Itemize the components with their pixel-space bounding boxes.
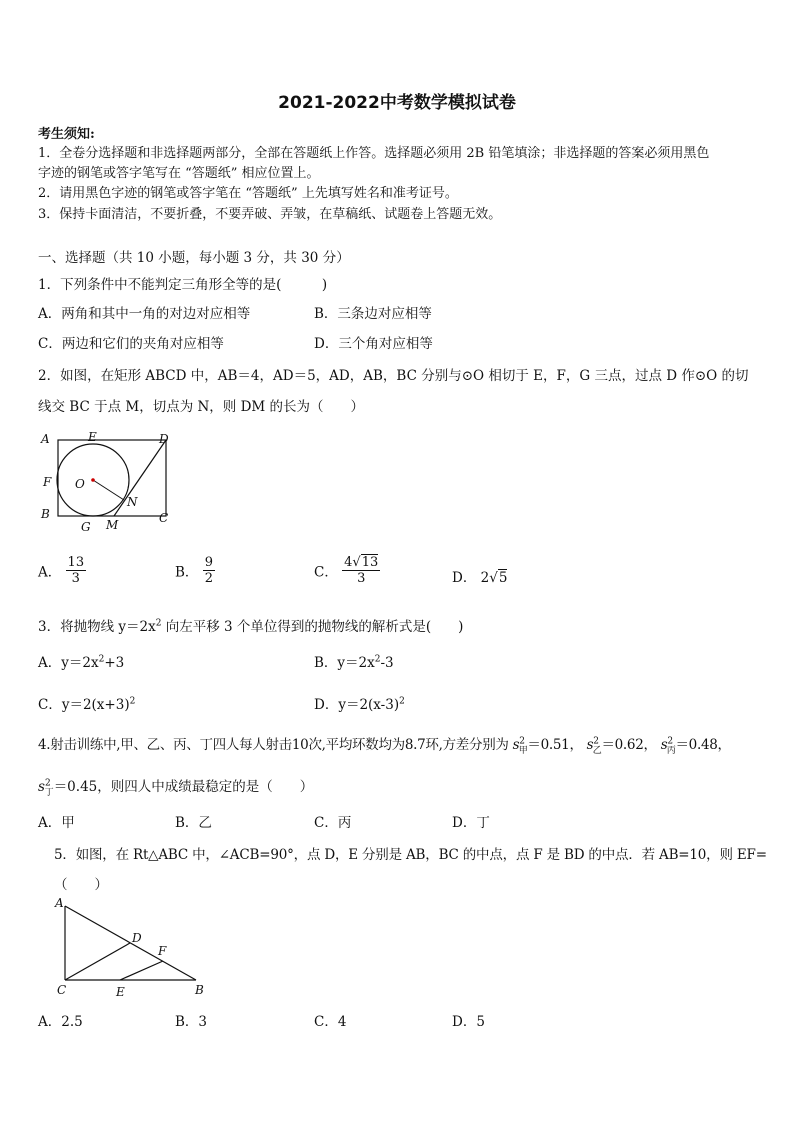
option-text: B．y＝2x [314, 655, 375, 671]
label-d: D [159, 432, 169, 446]
q5-stem-line-2: （ ） [54, 877, 108, 893]
label-c: C [57, 983, 67, 997]
q1-stem: 1．下列条件中不能判定三角形全等的是( ) [38, 277, 328, 293]
q3-option-d[interactable] [314, 693, 405, 713]
q1-option-d[interactable]: D．三个角对应相等 [314, 336, 433, 352]
q2-rectangle-circle-figure [36, 428, 176, 536]
denominator: 3 [357, 571, 366, 586]
option-text: A．y＝2x [38, 655, 99, 671]
q5-stem-line-1: 5．如图，在 Rt△ABC 中，∠ACB=90°，点 D，E 分别是 AB，BC 的中点，点 F 是 BD 的中点．若 AB=10，则 EF= [54, 847, 767, 863]
q4-stem-pre: 4.射击训练中,甲、乙、丙、丁四人每人射击10次,平均环数均为8.7环,方差分别为 [38, 737, 509, 753]
label-o: O [75, 477, 85, 491]
q4-stem-line-1 [38, 733, 731, 756]
fraction-4sqrt13-over-3 [342, 555, 380, 586]
subscript-bing: 丙 [666, 745, 676, 756]
label-n: N [127, 495, 138, 509]
label-e: E [88, 430, 97, 444]
q1-option-b[interactable]: B．三条边对应相等 [314, 306, 432, 322]
page-title: 2021-2022中考数学模拟试卷 [278, 93, 516, 113]
variance-bing: ＝0.48， [675, 737, 731, 753]
q2-option-d[interactable]: D． 2√5 [452, 570, 508, 586]
q5-option-d[interactable]: D．5 [452, 1014, 485, 1030]
label-a: A [55, 896, 64, 910]
label-d: D [132, 931, 142, 945]
variance-symbol: s [660, 737, 668, 753]
exponent: 2 [667, 736, 673, 747]
notice-line-1b: 字迹的钢笔或答字笔写在 “答题纸” 相应位置上。 [38, 166, 320, 181]
option-text-tail: -3 [380, 655, 394, 671]
exponent: 2 [593, 736, 599, 747]
q2-stem-line-2: 线交 BC 于点 M，切点为 N，则 DM 的长为（ ） [38, 399, 365, 415]
notice-heading: 考生须知: [38, 127, 95, 142]
q3-option-a[interactable] [38, 651, 124, 671]
q1-option-c[interactable]: C．两边和它们的夹角对应相等 [38, 336, 224, 352]
variance-ding: ＝0.45 [53, 779, 98, 795]
label-b: B [41, 507, 50, 521]
label-e: E [116, 985, 125, 999]
q3-stem-pre: 3．将抛物线 y＝2x [38, 619, 156, 635]
q5-option-b[interactable]: B．3 [175, 1014, 208, 1030]
segment-ef [120, 961, 163, 980]
tangent-line-dm [114, 440, 166, 516]
q4-option-d[interactable]: D．丁 [452, 815, 490, 831]
q3-stem-post: 向左平移 3 个单位得到的抛物线的解析式是( ) [161, 619, 464, 635]
option-text: C．y＝2(x+3) [38, 697, 130, 713]
variance-yi: ＝0.62， [601, 737, 657, 753]
label-m: M [106, 518, 119, 532]
q2-option-a-label: A． [38, 564, 62, 581]
exponent: 2 [129, 696, 136, 707]
label-f: F [158, 944, 167, 958]
notice-line-1a: 1．全卷分选择题和非选择题两部分，全部在答题纸上作答。选择题必须用 2B 铅笔填涂；非选择题的答案必须用黑色 [38, 146, 710, 161]
variance-jia: ＝0.51， [527, 737, 583, 753]
notice-line-2: 2．请用黑色字迹的钢笔或答字笔在 “答题纸” 上先填写姓名和准考证号。 [38, 186, 458, 201]
label-b: B [195, 983, 204, 997]
denominator: 2 [204, 571, 213, 586]
option-text: D．y＝2(x-3) [314, 697, 400, 713]
fraction-13-over-3 [66, 555, 87, 586]
center-point-o [91, 478, 95, 482]
label-c: C [159, 511, 169, 525]
label-g: G [81, 520, 91, 534]
variance-symbol: s [586, 737, 594, 753]
q2-option-a[interactable] [38, 555, 86, 586]
radius-on [93, 480, 124, 500]
radicand: 13 [361, 555, 379, 570]
q2-stem-line-1: 2．如图，在矩形 ABCD 中，AB＝4，AD＝5，AD，AB，BC 分别与⊙O 相切于 E，F，G 三点，过点 D 作⊙O 的切 [38, 368, 749, 384]
q3-option-b[interactable] [314, 651, 394, 671]
section-heading: 一、选择题（共 10 小题，每小题 3 分，共 30 分） [38, 250, 350, 266]
q4-option-a[interactable]: A．甲 [38, 815, 75, 831]
exponent: 2 [155, 618, 162, 629]
q4-stem-line-2 [38, 775, 313, 798]
exponent: 2 [44, 778, 51, 789]
label-f: F [43, 475, 52, 489]
label-a: A [41, 432, 50, 446]
numerator: 4√13 [344, 555, 379, 570]
exponent: 2 [519, 736, 525, 747]
subscript-yi: 乙 [592, 745, 602, 756]
q3-option-c[interactable] [38, 693, 135, 713]
q3-stem [38, 615, 463, 635]
coefficient: 4 [344, 555, 353, 570]
q2-option-c-label: C． [314, 564, 338, 581]
radicand: 5 [498, 570, 508, 586]
segment-cd [65, 943, 130, 980]
variance-symbol: s [512, 737, 520, 753]
q2-option-d-label: D． [452, 570, 477, 586]
notice-line-3: 3．保持卡面清洁，不要折叠，不要弄破、弄皱，在草稿纸、试题卷上答题无效。 [38, 207, 502, 222]
variance-symbol: s [38, 779, 45, 795]
subscript-ding: 丁 [44, 787, 54, 798]
q1-option-a[interactable]: A．两角和其中一角的对边对应相等 [38, 306, 251, 322]
q4-option-c[interactable]: C．丙 [314, 815, 352, 831]
q4-stem-post: ，则四人中成绩最稳定的是（ ） [97, 779, 314, 795]
q5-right-triangle-figure [50, 894, 210, 1002]
q5-option-a[interactable]: A．2.5 [38, 1014, 83, 1030]
subscript-jia: 甲 [518, 745, 528, 756]
q5-option-c[interactable]: C．4 [314, 1014, 347, 1030]
q2-option-b-label: B． [175, 564, 199, 581]
coefficient: 2 [480, 570, 490, 586]
numerator: 9 [204, 555, 213, 570]
option-text-tail: +3 [104, 655, 125, 671]
fraction-9-over-2 [203, 555, 215, 586]
exponent: 2 [98, 654, 105, 665]
q2-option-b[interactable] [175, 555, 215, 586]
exponent: 2 [399, 696, 405, 707]
q2-option-c[interactable] [314, 555, 380, 586]
q4-option-b[interactable]: B．乙 [175, 815, 212, 831]
numerator: 13 [67, 555, 85, 570]
denominator: 3 [71, 571, 80, 586]
exponent: 2 [374, 654, 381, 665]
